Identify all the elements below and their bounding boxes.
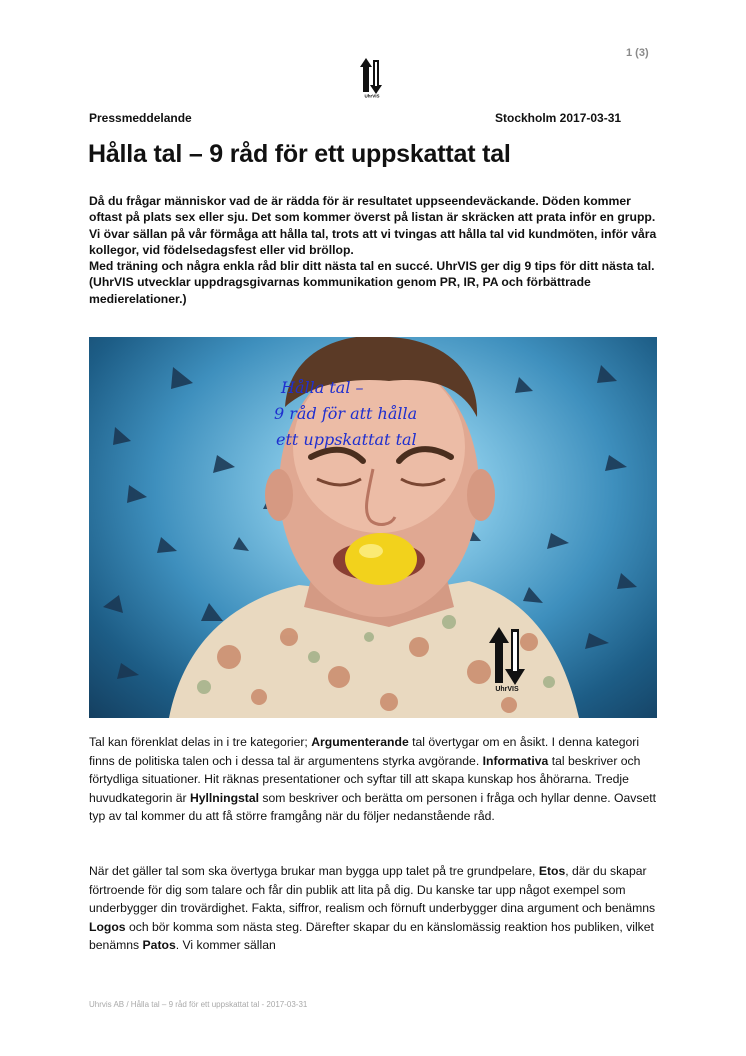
body-paragraph-1: [89, 733, 659, 826]
text-run: När det gäller tal som ska övertyga brukar man bygga upp talet på tre grundpelare,: [89, 864, 539, 878]
text-run: tal övertygar om en åsikt. I denna kategori finns de politiska talen och i dessa tal är argumentens styrka avgörande.: [89, 735, 640, 768]
text-run: Tal kan förenklat delas in i tre kategorier;: [89, 735, 312, 749]
term-etos: Etos: [538, 864, 566, 878]
lead-paragraph: [89, 193, 659, 307]
term-patos: Patos: [142, 938, 176, 953]
place-date: Stockholm 2017-03-31: [495, 111, 622, 125]
text-run: som beskriver och berätta om personen i fråga och hyllar denne. Oavsett typ av tal kommer du att få större framgång när du följer nedanstående råd.: [89, 790, 657, 824]
page-number: 1 (3): [626, 47, 649, 59]
page-footer: Uhrvis AB / Hålla tal – 9 råd för ett uppskattat tal - 2017-03-31: [89, 1000, 308, 1009]
term-hyllningstal: Hyllningstal: [189, 790, 260, 805]
text-run: och bör komma som nästa steg. Därefter skapar du en känslomässig reaktion hos publiken, vilket benämns: [89, 919, 654, 953]
text-run: tal beskriver och förtydliga situationer. Hit räknas presentationer och syftar till att skapa kunskap hos åhörarna. Tredje huvudkategorin är: [89, 753, 641, 805]
hero-image: [89, 337, 657, 718]
body-paragraph-2: [89, 862, 659, 955]
term-argumenterande: Argumenterande: [311, 735, 409, 749]
document-type: Pressmeddelande: [89, 111, 192, 125]
hero-caption-line-3: ett uppskattat tal: [276, 430, 417, 449]
svg-text:UhrVIS: UhrVIS: [364, 93, 380, 98]
page-title: Hålla tal – 9 råd för ett uppskattat tal: [88, 140, 511, 168]
hero-caption-line-2: 9 råd för att hålla: [274, 404, 418, 423]
term-logos: Logos: [89, 919, 126, 934]
hero-caption: [274, 375, 434, 453]
hero-caption-line-1: Hålla tal –: [281, 378, 364, 397]
text-run: . Vi kommer sällan: [175, 938, 276, 953]
text-run: , där du skapar förtroende för dig som talare och får din publik att lita på dig. Du kanske tar upp något exempel som underbygger din trovärdighet. Fakta, siffror, realism och förnuft underbygger dina argument och benämns: [89, 864, 656, 916]
lead-text-1: Då du frågar människor vad de är rädda för är resultatet uppseendeväckande. Döden kommer oftast på plats sex eller sju. Det som kommer överst på listan är skräcken att prata inför en grupp. Vi övar sällan på vår förmåga att hålla tal, trots att vi tvingas att hålla tal vid kundmöten, inför våra kollegor, vid födelsedagsfest eller vid bröllop.: [89, 194, 657, 257]
term-informativa: Informativa: [482, 753, 549, 768]
hero-logo-text: UhrVIS: [495, 686, 519, 693]
lead-text-2: Med träning och några enkla råd blir ditt nästa tal en succé. UhrVIS ger dig 9 tips för ditt nästa tal. (UhrVIS utvecklar uppdragsgivarnas kommunikation genom PR, IR, PA och förbättrade medierelationer.): [89, 259, 655, 306]
uhrvis-logo: [360, 58, 384, 98]
